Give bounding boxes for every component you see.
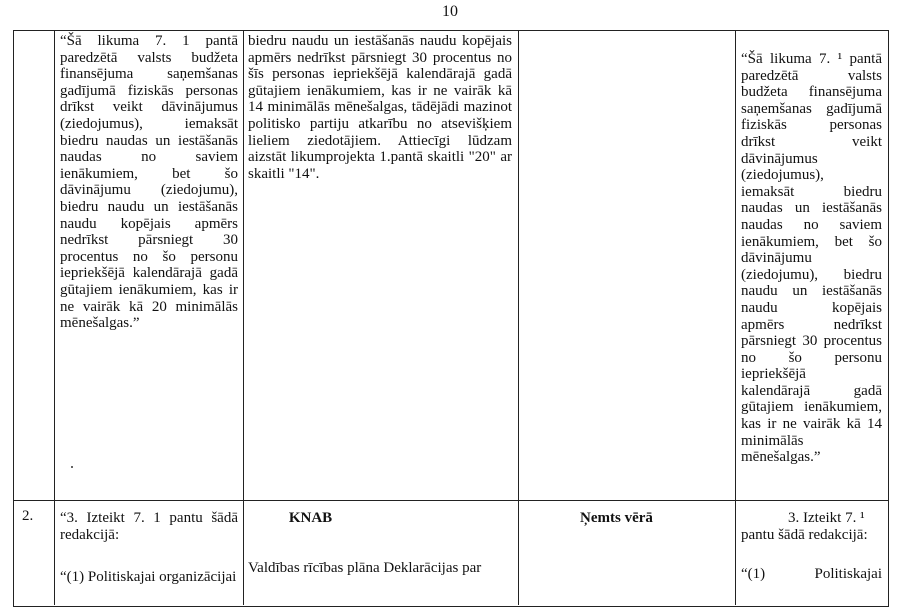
final-wording-line: gūtajiem ienākumiem, [741, 399, 882, 416]
row1-final-wording [741, 51, 882, 466]
final-wording-line: (ziedojumus), [741, 167, 824, 184]
row2-number: 2. [22, 508, 34, 524]
row2-final-item: “(1) Politiskajai [741, 566, 882, 582]
final-wording-line: saņemšanas gadījumā [741, 100, 882, 117]
row2-decision: Ņemts vērā [580, 510, 653, 526]
final-wording-line: paredzētā valsts [741, 67, 882, 84]
final-wording-line: apmērs nedrīkst [741, 316, 882, 333]
page-number: 10 [442, 3, 458, 20]
row2-final-intro-cont: pantu šādā redakcijā: [741, 527, 868, 543]
final-wording-line: dāvinājumus [741, 150, 818, 167]
final-wording-line: minimālās [741, 432, 804, 449]
row-divider [13, 500, 888, 501]
final-wording-line: kalendārajā gadā [741, 382, 882, 399]
final-wording-line: pārsniegt 30 procentus [741, 333, 882, 350]
row2-proposal-item: “(1) Politiskajai organizācijai [60, 569, 237, 585]
final-wording-line: dāvinājumu [741, 250, 812, 267]
final-wording-line: naudas no saviem [741, 216, 882, 233]
final-wording-line: no šo personu [741, 349, 882, 366]
column-divider [735, 30, 736, 605]
final-wording-line: drīkst veikt [741, 133, 882, 150]
final-wording-line: budžeta finansējuma [741, 84, 882, 101]
final-wording-line: naudu kopējais [741, 299, 882, 316]
final-wording-line: iepriekšējā [741, 366, 806, 383]
final-wording-line: kas ir ne vairāk kā 14 [741, 416, 882, 433]
final-wording-line: (ziedojumu), biedru [741, 266, 882, 283]
final-wording-line: “Šā likuma 7. ¹ pantā [741, 51, 882, 67]
final-wording-line: naudu un iestāšanās [741, 283, 882, 300]
row2-justification-text: Valdības rīcības plāna Deklarācijas par [248, 560, 482, 576]
row1-justification-text: biedru naudu un iestāšanās naudu kopējais apmērs nedrīkst pārsniegt 30 procentus no šīs personas iepriekšējā kalendārajā gadā gūtajiem ienākumiem, kas ir ne vairāk kā 14 minimālās mēnešalgas, tādējādi mazinot politisko partiju atkarību no atsevišķiem lieliem ziedotājiem. Attiecīgi lūdzam aizstāt likumprojekta 1.pantā skaitli "20" ar skaitli "14". [248, 33, 512, 182]
column-divider [243, 30, 244, 605]
final-wording-line: ienākumiem, bet šo [741, 233, 882, 250]
row2-proposal-intro: “3. Izteikt 7. 1 pantu šādā redakcijā: [60, 510, 238, 543]
row1-proposal-text: “Šā likuma 7. 1 pantā paredzētā valsts budžeta finansējuma saņemšanas gadījumā fiziskās personas drīkst veikt dāvinājumus (ziedojumus), iemaksāt biedru naudas un iestāšanās naudas no saviem ienākumiem, bet šo dāvinājumu (ziedojumu), biedru naudu un iestāšanās naudu kopējais apmērs nedrīkst pārsniegt 30 procentus no šo personu iepriekšējā kalendārajā gadā gūtajiem ienākumiem, kas ir ne vairāk kā 20 minimālās mēnešalgas.” [60, 33, 238, 332]
final-wording-line: mēnešalgas.” [741, 449, 821, 466]
stray-mark [71, 466, 73, 468]
final-wording-line: iemaksāt biedru [741, 183, 882, 200]
row2-final-intro: 3. Izteikt 7. ¹ [788, 510, 865, 526]
final-wording-line: naudas un iestāšanās [741, 200, 882, 217]
final-wording-line: fiziskās personas [741, 117, 882, 134]
column-divider [54, 30, 55, 605]
row2-author: KNAB [288, 510, 333, 526]
